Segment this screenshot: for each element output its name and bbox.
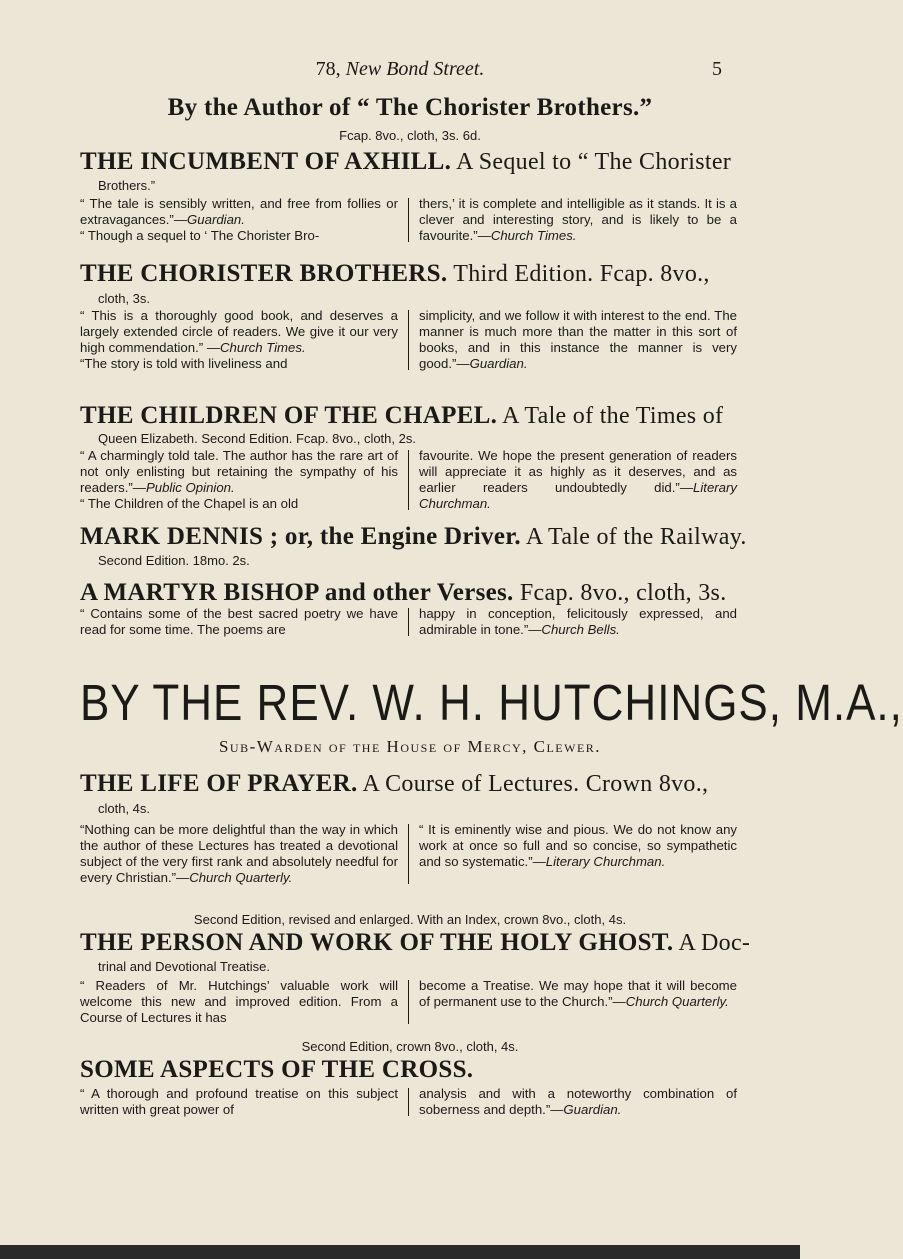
review-left — [80, 308, 408, 372]
review-left — [80, 606, 408, 638]
review-text: “ A thorough and profound treatise on this subject written with great power of — [80, 1086, 398, 1117]
review-right — [419, 978, 737, 1026]
reviews-aspects-cross — [80, 1086, 740, 1118]
column-rule — [408, 310, 409, 370]
review-text: “Nothing can be more delightful than the way in which the author of these Lectures has treated a devotional subject of the very first rank and absolutely needful for every Christian.”— — [80, 822, 398, 885]
review-text: “ A charmingly told tale. The author has the rare art of not only enlisting but retaining the sympathy of his readers.”— — [80, 448, 398, 495]
book-title-holy-ghost — [80, 929, 751, 957]
book-title-cont: cloth, 4s. — [98, 801, 151, 816]
street-name: New Bond Street. — [345, 58, 485, 80]
review-left — [80, 1086, 408, 1118]
street-number: 78, — [315, 58, 341, 80]
review-text-2: “ The Children of the Chapel is an old — [80, 496, 299, 511]
title-rest: Third Edition. Fcap. 8vo., — [447, 261, 710, 287]
review-source: Church Times. — [220, 340, 306, 355]
reviews-martyr-bishop — [80, 606, 740, 638]
title-rest: Fcap. 8vo., cloth, 3s. — [513, 580, 727, 606]
review-text: “ Readers of Mr. Hutchings’ valuable work will welcome this new and improved edition. From a Course of Lectures it has — [80, 978, 398, 1025]
review-source: Guardian. — [563, 1102, 622, 1117]
column-rule — [408, 980, 409, 1024]
author-subtitle: Sub-Warden of the House of Mercy, Clewer. — [218, 737, 602, 756]
column-rule — [408, 1088, 409, 1116]
review-source: Church Quarterly. — [189, 870, 293, 885]
book-title-cont: Queen Elizabeth. Second Edition. Fcap. 8vo., cloth, 2s. — [98, 431, 416, 446]
title-text: SOME ASPECTS OF THE CROSS. — [80, 1056, 474, 1083]
review-left — [80, 196, 408, 244]
column-rule — [408, 450, 409, 510]
title-rest: A Tale of the Times of — [497, 403, 724, 429]
book-title-martyr-bishop — [80, 579, 740, 607]
title-text: MARK DENNIS ; or, the Engine Driver. — [80, 523, 521, 550]
book-title-cont: Second Edition. 18mo. 2s. — [98, 553, 250, 568]
book-title-children-chapel — [80, 402, 740, 430]
review-left — [80, 978, 408, 1026]
title-text: A MARTYR BISHOP and other Verses. — [80, 579, 514, 606]
review-right — [419, 606, 737, 638]
section-heading-chorister-author: By the Author of “ The Chorister Brothers.” — [167, 94, 653, 121]
review-source: Literary Churchman. — [545, 854, 666, 869]
title-text: THE LIFE OF PRAYER. — [80, 770, 358, 797]
edition-note: Second Edition, revised and enlarged. With an Index, crown 8vo., cloth, 4s. — [193, 912, 627, 927]
review-right — [419, 1086, 737, 1118]
title-text: THE INCUMBENT OF AXHILL. — [80, 148, 452, 175]
running-head-title — [0, 58, 800, 81]
book-title-mark-dennis — [80, 523, 747, 551]
review-text: analysis and with a noteworthy combination of soberness and depth.”— — [419, 1086, 737, 1117]
title-rest: A Doc- — [673, 930, 751, 956]
title-rest: A Tale of the Railway. — [520, 524, 747, 550]
review-left — [80, 822, 408, 886]
review-right — [419, 822, 737, 886]
page-number: 5 — [712, 58, 722, 80]
review-text-2: “ Though a sequel to ‘ The Chorister Bro- — [80, 228, 320, 243]
reviews-holy-ghost — [80, 978, 740, 1026]
fcap-price: Fcap. 8vo., cloth, 3s. 6d. — [339, 128, 481, 143]
reviews-chorister — [80, 308, 740, 372]
book-title-cont: Brothers.” — [98, 178, 156, 193]
running-head — [0, 58, 800, 84]
title-text: THE CHILDREN OF THE CHAPEL. — [80, 402, 498, 429]
review-text: happy in conception, felicitously expressed, and admirable in tone.”— — [419, 606, 737, 637]
book-title-aspects-cross — [80, 1056, 740, 1084]
review-text: “ This is a thoroughly good book, and deserves a largely extended circle of readers. We give it our very high commendation.” — — [80, 308, 398, 355]
review-source: Guardian. — [469, 356, 528, 371]
review-source: Church Quarterly. — [625, 994, 729, 1009]
review-right — [419, 448, 737, 512]
review-left — [80, 448, 408, 512]
book-title-cont: cloth, 3s. — [98, 291, 151, 306]
column-rule — [408, 608, 409, 636]
review-source: Church Times. — [490, 228, 577, 243]
review-text: “ The tale is sensibly written, and free from follies or extravagances.”— — [80, 196, 398, 227]
review-text: thers,’ it is complete and intelligible as it stands. It is a clever and interesting story, and is likely to be a favourite.”— — [419, 196, 737, 243]
title-text: THE PERSON AND WORK OF THE HOLY GHOST. — [80, 929, 674, 956]
reviews-life-of-prayer — [80, 822, 740, 886]
review-text: simplicity, and we follow it with interest to the end. The manner is much more than the matter in this sort of books, and in this instance the manner is very good.”— — [419, 308, 737, 371]
reviews-children-chapel — [80, 448, 740, 512]
book-title-chorister — [80, 260, 740, 288]
book-title-cont: trinal and Devotional Treatise. — [98, 959, 270, 974]
scan-edge-bar — [0, 1245, 800, 1259]
review-source: Literary Churchman. — [419, 480, 737, 511]
review-right — [419, 196, 737, 244]
reviews-incumbent — [80, 196, 740, 244]
book-title-incumbent — [80, 148, 740, 176]
review-source: Public Opinion. — [145, 480, 235, 495]
review-text: favourite. We hope the present generation of readers will appreciate it as highly as it deserves, and as earlier readers undoubtedly did.”— — [419, 448, 737, 495]
title-rest: A Course of Lectures. Crown 8vo., — [357, 771, 709, 797]
author-heading: BY THE REV. W. H. HUTCHINGS, M.A., — [80, 675, 903, 732]
review-source: Guardian. — [187, 212, 245, 227]
review-text: “ Contains some of the best sacred poetry we have read for some time. The poems are — [80, 606, 398, 637]
title-rest: A Sequel to “ The Chorister — [451, 149, 732, 175]
column-rule — [408, 198, 409, 242]
column-rule — [408, 824, 409, 884]
title-text: THE CHORISTER BROTHERS. — [80, 260, 448, 287]
review-text: “ It is eminently wise and pious. We do not know any work at once so full and so concise, so sympathetic and so systematic.”— — [419, 822, 737, 869]
edition-note: Second Edition, crown 8vo., cloth, 4s. — [301, 1039, 519, 1054]
book-title-life-of-prayer — [80, 770, 740, 798]
review-text-2: “The story is told with liveliness and — [80, 356, 288, 371]
review-source: Church Bells. — [541, 622, 620, 637]
review-text: become a Treatise. We may hope that it will become of permanent use to the Church.”— — [419, 978, 737, 1009]
review-right — [419, 308, 737, 372]
